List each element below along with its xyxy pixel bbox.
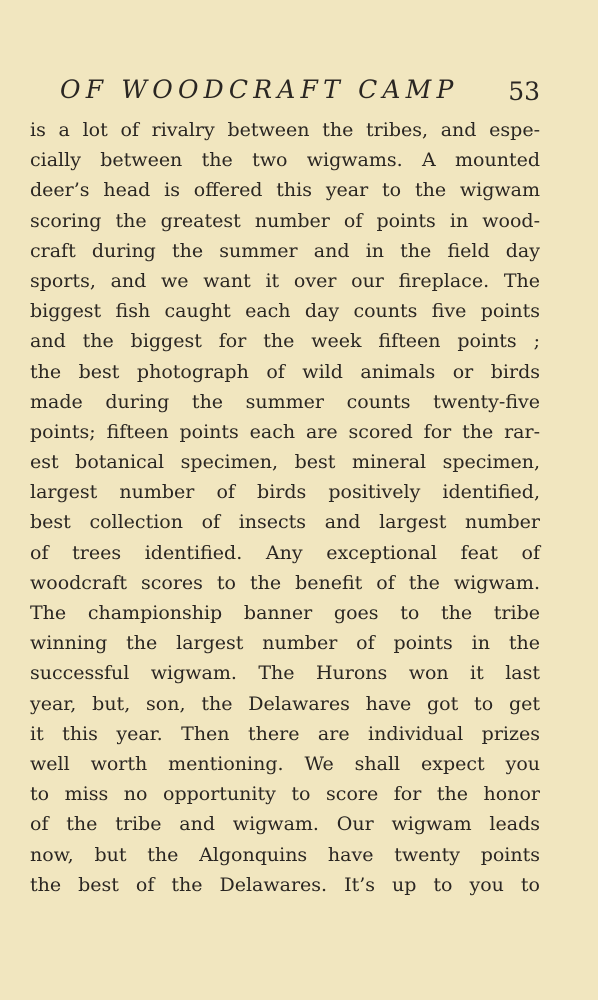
text-line: is a lot of rivalry between the tribes, and espe- (30, 119, 540, 141)
page-header (60, 72, 540, 112)
text-line: now, but the Algonquins have twenty points (30, 843, 540, 866)
text-line: the best of the Delawares. It’s up to you to (30, 873, 540, 896)
text-line: it this year. Then there are individual prizes (30, 722, 540, 745)
text-line: of trees identified. Any exceptional feat of (30, 541, 540, 564)
text-line: best collection of insects and largest number (30, 511, 540, 534)
text-line: biggest fish caught each day counts five points (30, 300, 540, 323)
page-number: 53 (508, 77, 540, 106)
text-line: deer’s head is offered this year to the wigwam (30, 179, 540, 202)
text-line: points; fifteen points each are scored for the rar- (30, 420, 540, 443)
text-line: successful wigwam. The Hurons won it last (30, 662, 540, 685)
text-line: to miss no opportunity to score for the honor (30, 783, 540, 806)
text-line: est botanical specimen, best mineral specimen, (30, 451, 540, 474)
text-line: scoring the greatest number of points in wood- (30, 209, 540, 232)
text-line: winning the largest number of points in the (30, 632, 540, 655)
text-line: well worth mentioning. We shall expect you (30, 752, 540, 775)
body-text (30, 115, 540, 900)
text-line: the best photograph of wild animals or birds (30, 360, 540, 383)
text-line: and the biggest for the week fifteen points ; (30, 330, 540, 353)
text-line: sports, and we want it over our fireplace. The (30, 269, 540, 292)
text-line: of the tribe and wigwam. Our wigwam leads (30, 813, 540, 836)
text-line: cially between the two wigwams. A mounted (30, 149, 540, 172)
text-line: made during the summer counts twenty-five (30, 390, 540, 413)
text-line: woodcraft scores to the benefit of the wigwam. (30, 571, 540, 594)
text-line: The championship banner goes to the tribe (30, 602, 540, 624)
text-line: craft during the summer and in the field day (30, 239, 540, 262)
text-line: largest number of birds positively identified, (30, 481, 540, 504)
running-title: OF WOODCRAFT CAMP (60, 75, 459, 104)
text-line: year, but, son, the Delawares have got to get (30, 692, 540, 715)
